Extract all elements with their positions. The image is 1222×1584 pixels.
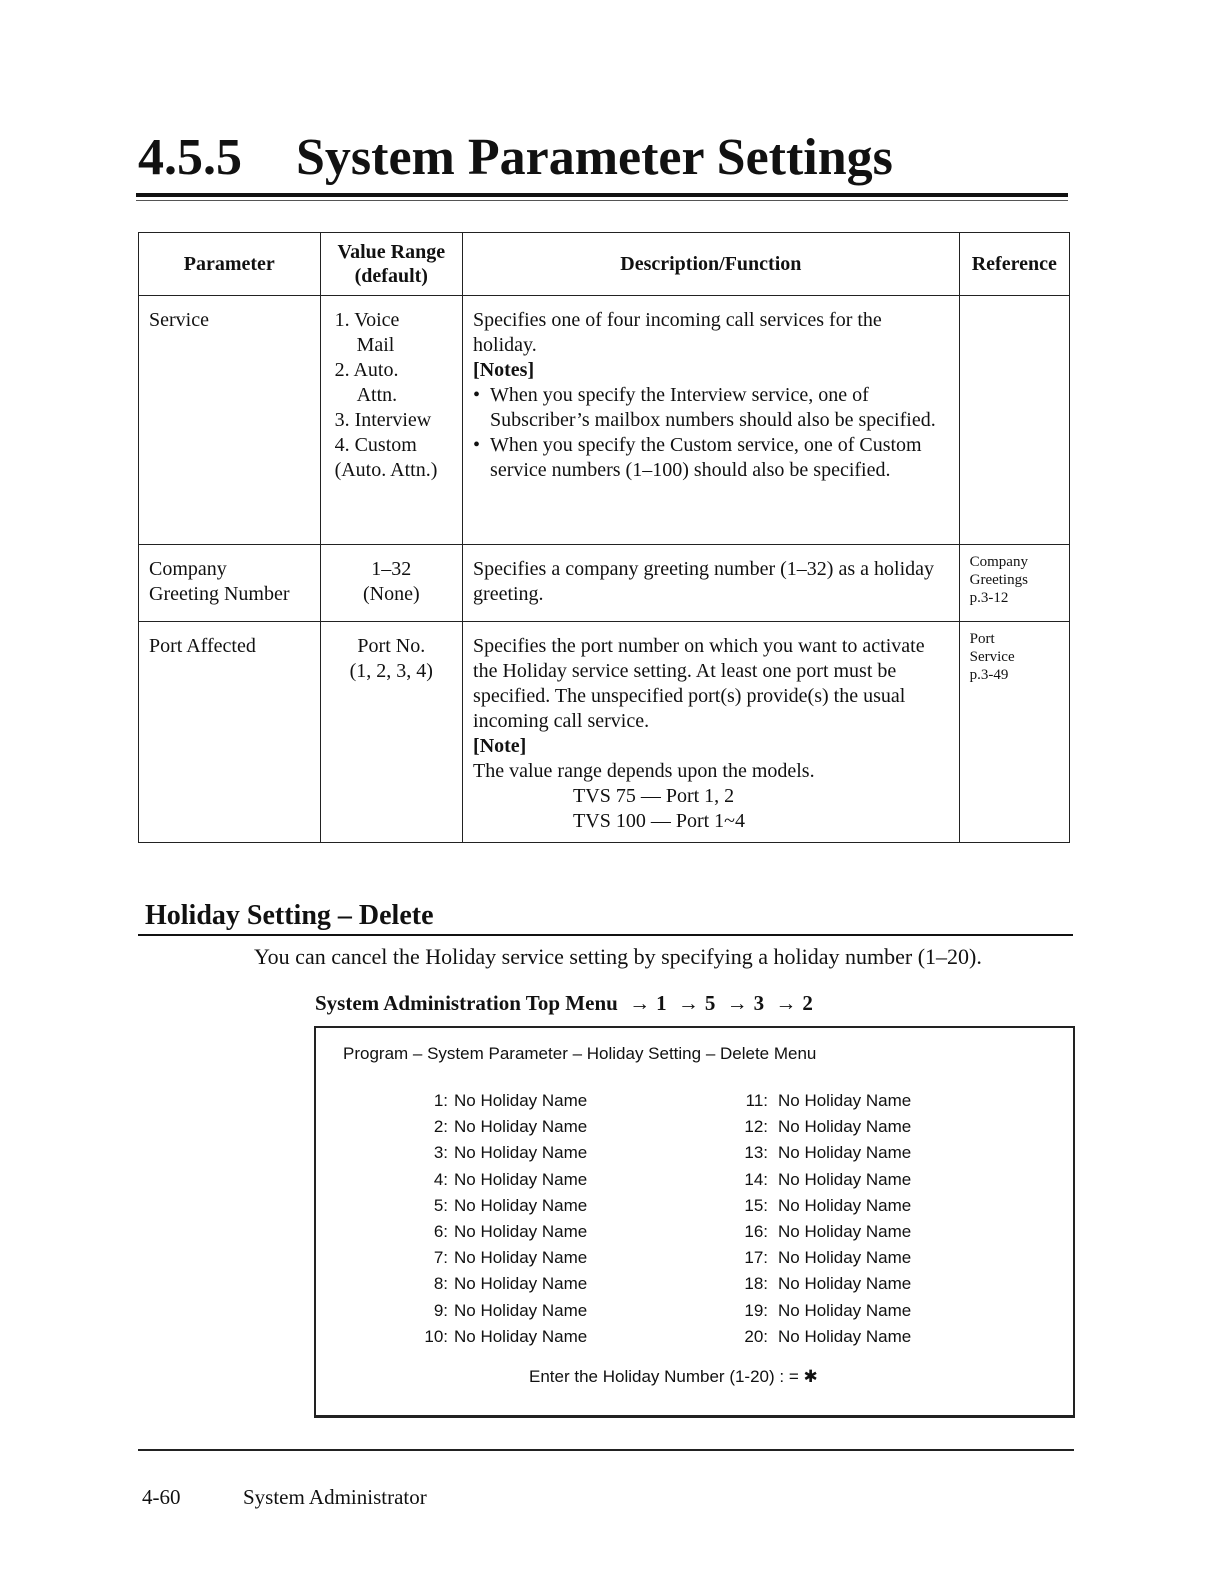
description-text: Specifies one of four incoming call services for the holiday. [473, 309, 882, 356]
list-item: 6: No Holiday Name [433, 1221, 588, 1241]
note-bullet: • When you specify the Custom service, one of Custom service numbers (1–100) should also be specified. [473, 433, 949, 483]
nav-step: 5 [704, 991, 716, 1015]
section-title: System Parameter Settings [296, 129, 893, 186]
arrow-right-icon: → [775, 991, 797, 1015]
description-cell [463, 622, 960, 843]
nav-step: 2 [802, 991, 813, 1015]
column-header-parameter: Parameter [139, 233, 321, 296]
holiday-number-prompt [529, 1367, 818, 1387]
menu-navigation-path [315, 988, 813, 1018]
table-row [139, 622, 1070, 843]
list-item: 8: No Holiday Name [433, 1274, 588, 1294]
description-cell [463, 296, 960, 545]
title-rule [136, 193, 1068, 197]
column-header-reference: Reference [959, 233, 1069, 296]
list-item: 3: No Holiday Name [433, 1143, 588, 1163]
terminal-screen [314, 1026, 1075, 1418]
reference-cell: Port Service p.3-49 [959, 622, 1069, 843]
column-header-description: Description/Function [463, 233, 960, 296]
prompt-label: Enter the Holiday Number (1-20) : = [529, 1367, 804, 1386]
note-text: The value range depends upon the models. [473, 760, 815, 782]
nav-step: 1 [656, 991, 667, 1015]
description-text: Specifies the port number on which you want to activate the Holiday service setting. At least one port must be specified. The unspecified port(s) provide(s) the usual incoming call service. [473, 635, 925, 732]
footer-rule [138, 1449, 1074, 1451]
list-item: 13: No Holiday Name [744, 1143, 912, 1163]
title-rule-thin [136, 200, 1068, 201]
list-item: 17: No Holiday Name [744, 1248, 912, 1268]
table-row [139, 545, 1070, 622]
section-rule [138, 934, 1073, 936]
note-bullet: • When you specify the Interview service, one of Subscriber’s mailbox numbers should also be specified. [473, 383, 949, 433]
nav-root: System Administration Top Menu [315, 991, 618, 1015]
range-cell: 1–32 (None) [320, 545, 462, 622]
arrow-right-icon: → [677, 991, 699, 1015]
list-item: 19: No Holiday Name [744, 1300, 912, 1320]
intro-text: You can cancel the Holiday service setting by specifying a holiday number (1–20). [254, 944, 982, 969]
list-item: 1: No Holiday Name [433, 1091, 588, 1110]
reference-cell: Company Greetings p.3-12 [959, 545, 1069, 622]
section-number: 4.5.5 [138, 129, 242, 186]
holiday-list-right [726, 1088, 911, 1350]
range-cell: 1. Voice Mail 2. Auto. Attn. 3. Interview 4. Custom (Auto. Attn.) [320, 296, 462, 545]
list-item: 5: No Holiday Name [433, 1195, 588, 1215]
footer-label: System Administrator [243, 1485, 427, 1509]
notes-label: [Notes] [473, 359, 535, 381]
param-cell: Company Greeting Number [139, 545, 321, 622]
screen-header: Program – System Parameter – Holiday Setting – Delete Menu [343, 1044, 817, 1063]
model-range: TVS 75 — Port 1, 2 [573, 785, 735, 807]
range-cell: Port No. (1, 2, 3, 4) [320, 622, 462, 843]
note-label: [Note] [473, 735, 527, 757]
arrow-right-icon: → [726, 991, 748, 1015]
list-item: 15: No Holiday Name [744, 1195, 912, 1215]
list-item: 18: No Holiday Name [744, 1274, 912, 1294]
list-item: 14: No Holiday Name [744, 1169, 912, 1189]
list-item: 10: No Holiday Name [424, 1326, 588, 1346]
param-cell: Port Affected [139, 622, 321, 843]
param-cell: Service [139, 296, 321, 545]
reference-cell [959, 296, 1069, 545]
page-number: 4-60 [142, 1485, 181, 1509]
description-cell: Specifies a company greeting number (1–32) as a holiday greeting. [463, 545, 960, 622]
asterisk-input-icon: ✱ [803, 1367, 818, 1386]
list-item: 16: No Holiday Name [744, 1221, 912, 1241]
model-range: TVS 100 — Port 1~4 [573, 810, 745, 832]
list-item: 2: No Holiday Name [433, 1117, 588, 1137]
holiday-list-left [396, 1088, 587, 1350]
table-header-row [139, 233, 1070, 296]
list-item: 12: No Holiday Name [744, 1117, 912, 1137]
parameter-table [138, 232, 1070, 843]
list-item: 7: No Holiday Name [433, 1248, 588, 1268]
nav-step: 3 [753, 991, 765, 1015]
list-item: 11: No Holiday Name [745, 1091, 912, 1110]
list-item: 20: No Holiday Name [744, 1326, 912, 1346]
list-item: 4: No Holiday Name [433, 1169, 588, 1189]
page-title [138, 128, 893, 188]
list-item: 9: No Holiday Name [433, 1300, 588, 1320]
column-header-value-range: Value Range (default) [320, 233, 462, 296]
section-heading: Holiday Setting – Delete [145, 900, 434, 931]
table-row [139, 296, 1070, 545]
arrow-right-icon: → [629, 991, 651, 1015]
